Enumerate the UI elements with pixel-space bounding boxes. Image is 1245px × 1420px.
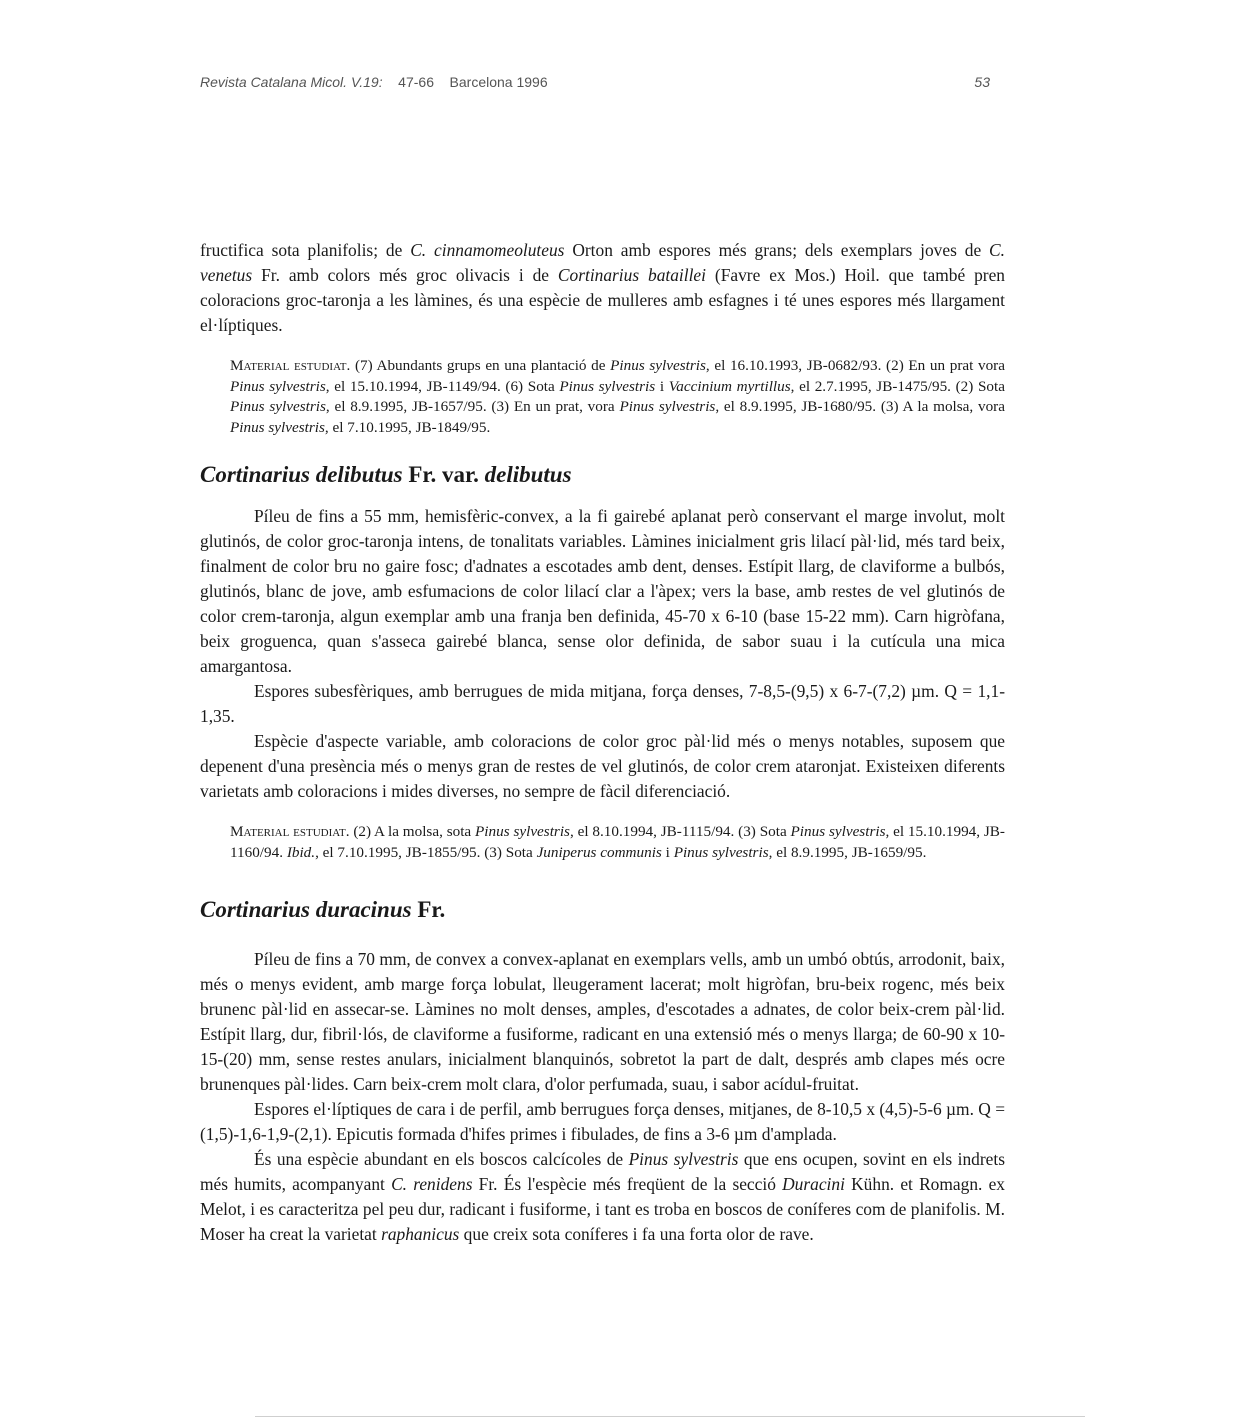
species-heading-delibutus: Cortinarius delibutus Fr. var. delibutus bbox=[200, 462, 572, 487]
place-year: Barcelona 1996 bbox=[449, 74, 548, 90]
duracinus-description: Píleu de fins a 70 mm, de convex a convex-aplanat en exemplars vells, amb un umbó obtús, arrodonit, baix, més o menys evident, amb marge força lobulat, lleugerament lacerat; molt higròfan, bru-beix rogenc, més beix brunenc pàl·lid en assecar-se. Làmines no molt denses, amples, d'escotades a adnates, de color beix-crem pàl·lid. Estípit llarg, dur, fibril·lós, de claviforme a fusiforme, radicant en una extensió més o menys llarga; de 60-90 x 10-15-(20) mm, sense restes anulars, inicialment blanquinós, sobretot la part de dalt, després amb clapes més ocre brunenques pàl·lides. Carn beix-crem molt clara, d'olor perfumada, suau, i sabor acídul-fruitat. bbox=[200, 949, 1005, 1094]
material-label: Material estudiat. bbox=[230, 823, 350, 840]
delibutus-spores: Espores subesfèriques, amb berrugues de mida mitjana, força denses, 7-8,5-(9,5) x 6-7-(7,2) µm. Q = 1,1-1,35. bbox=[200, 681, 1005, 726]
page-number: 53 bbox=[974, 74, 990, 90]
journal-title: Revista Catalana Micol. V.19: bbox=[200, 74, 383, 90]
page-range: 47-66 bbox=[398, 74, 434, 90]
delibutus-notes: Espècie d'aspecte variable, amb coloracions de color groc pàl·lid més o menys notables, suposem que depenent d'una presència més o menys gran de restes de vel glutinós, de color crem ataronjat. Existeixen diferents varietats amb coloracions i mides diverses, no sempre de fàcil diferenciació. bbox=[200, 731, 1005, 801]
running-header bbox=[200, 74, 990, 90]
material-studied-1: Material estudiat. (7) Abundants grups en una plantació de Pinus sylvestris, el 16.10.1993, JB-0682/93. (2) En un prat vora Pinus sylvestris, el 15.10.1994, JB-1149/94. (6) Sota Pinus sylvestris i Vaccinium myrtillus, el 2.7.1995, JB-1475/95. (2) Sota Pinus sylvestris, el 8.9.1995, JB-1657/95. (3) En un prat, vora Pinus sylvestris, el 8.9.1995, JB-1680/95. (3) A la molsa, vora Pinus sylvestris, el 7.10.1995, JB-1849/95. bbox=[230, 357, 1005, 436]
article-body bbox=[200, 238, 1005, 1247]
duracinus-spores: Espores el·líptiques de cara i de perfil, amb berrugues força denses, mitjanes, de 8-10,5 x (4,5)-5-6 µm. Q = (1,5)-1,6-1,9-(2,1). Epicutis formada d'hifes primes i fibulades, de fins a 3-6 µm d'amplada. bbox=[200, 1099, 1005, 1144]
material-label: Material estudiat. bbox=[230, 357, 351, 374]
duracinus-notes: És una espècie abundant en els boscos calcícoles de Pinus sylvestris que ens ocupen, sovint en els indrets més humits, acompanyant C. renidens Fr. És l'espècie més freqüent de la secció Duracini Kühn. et Romagn. ex Melot, i es caracteritza pel peu dur, radicant i fusiforme, i tant es troba en boscos de coníferes com de planifolis. M. Moser ha creat la varietat raphanicus que creix sota coníferes i fa una forta olor de rave. bbox=[200, 1149, 1005, 1244]
material-studied-2: Material estudiat. (2) A la molsa, sota Pinus sylvestris, el 8.10.1994, JB-1115/94. (3) Sota Pinus sylvestris, el 15.10.1994, JB-1160/94. Ibid., el 7.10.1995, JB-1855/95. (3) Sota Juniperus communis i Pinus sylvestris, el 8.9.1995, JB-1659/95. bbox=[230, 823, 1005, 861]
bottom-rule bbox=[255, 1416, 1085, 1417]
delibutus-description: Píleu de fins a 55 mm, hemisfèric-convex, a la fi gairebé aplanat però conservant el marge involut, molt glutinós, de color groc-taronja intens, de tonalitats variables. Làmines inicialment gris lilací pàl·lid, més tard beix, finalment de color bru no gaire fosc; d'adnates a escotades amb dent, denses. Estípit llarg, de claviforme a bulbós, glutinós, blanc de jove, amb esfumacions de color lilací clar a l'àpex; vers la base, amb restes de vel glutinós de color crem-taronja, algun exemplar amb una franja ben definida, 45-70 x 6-10 (base 15-22 mm). Carn higròfana, beix groguenca, quan s'asseca gairebé blanca, sense olor definida, de sabor suau i la cutícula una mica amargantosa. bbox=[200, 506, 1005, 676]
species-heading-duracinus: Cortinarius duracinus Fr. bbox=[200, 897, 446, 922]
intro-paragraph: fructifica sota planifolis; de C. cinnamomeoluteus Orton amb espores més grans; dels exemplars joves de C. venetus Fr. amb colors més groc olivacis i de Cortinarius bataillei (Favre ex Mos.) Hoil. que també pren coloracions groc-taronja a les làmines, és una espècie de mulleres amb esfagnes i té unes espores més llargament el·líptiques. bbox=[200, 240, 1006, 335]
